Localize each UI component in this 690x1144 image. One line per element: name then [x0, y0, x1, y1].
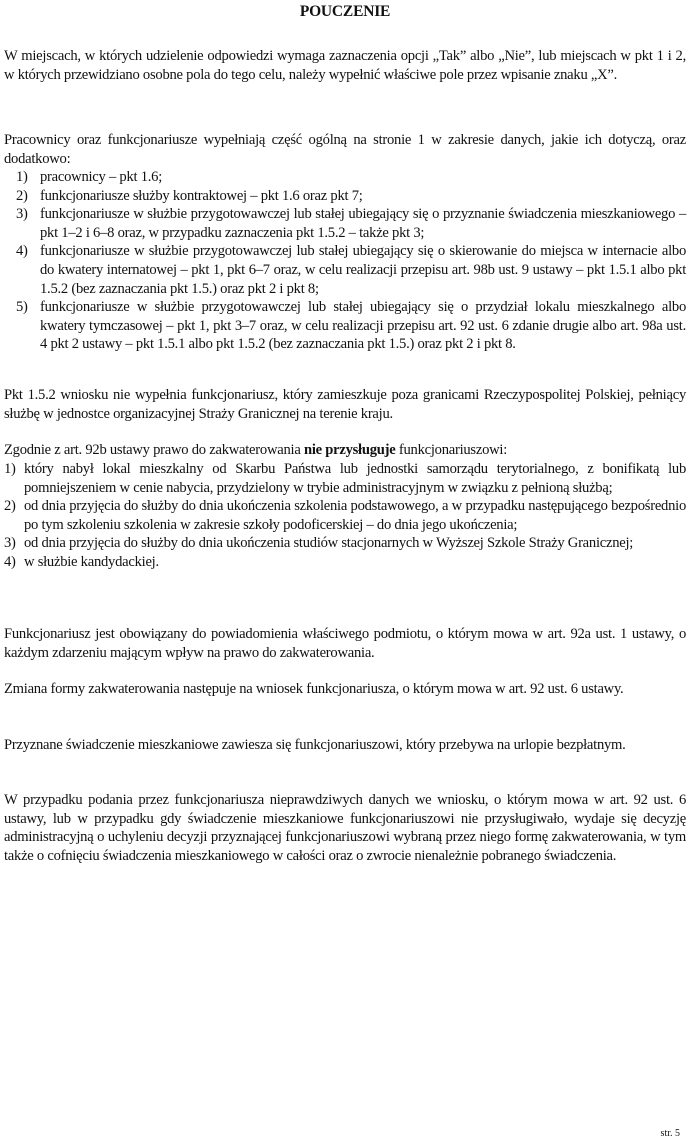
section2-lead: Zgodnie z art. 92b ustawy prawo do zakwaterowania nie przysługuje funkcjonariuszowi:: [4, 442, 508, 458]
pkt152-paragraph: Pkt 1.5.2 wniosku nie wypełnia funkcjonariusz, który zamieszkuje poza granicami Rzeczypospolitej Polskiej, pełniący służbę w jednostce organizacyjnej Straży Granicznej na terenie kraju.: [4, 387, 686, 422]
list-item: 4) w służbie kandydackiej.: [4, 553, 159, 570]
intro-paragraph: W miejscach, w których udzielenie odpowiedzi wymaga zaznaczenia opcji „Tak” albo „Nie”, lub miejscach w pkt 1 i 2, w których przewidziano osobne pola do tego celu, należy wypełnić właściwe pole przez wpisanie znaku „X”.: [4, 48, 686, 83]
list-item: 4) funkcjonariusze w służbie przygotowawczej lub stałej ubiegający się o skierowanie do miejsca w internacie albo do kwatery internatowej – pkt 1, pkt 6–7 oraz, w celu realizacji przepisu art. 98b ust. 9 ustawy – pkt 1.5.1 albo pkt 1.5.2 (bez zaznaczania pkt 1.5.) oraz pkt 2 i pkt 8;: [16, 243, 686, 297]
page-number: str. 5: [660, 1128, 680, 1139]
notify-paragraph: Funkcjonariusz jest obowiązany do powiadomienia właściwego podmiotu, o którym mowa w art. 92a ust. 1 ustawy, o każdym zdarzeniu mającym wpływ na prawo do zakwaterowania.: [4, 626, 686, 661]
list-item: 2) od dnia przyjęcia do służby do dnia ukończenia szkolenia podstawowego, a w przypadku następującego bezpośrednio po tym szkoleniu szkolenia w zakresie szkoły podoficerskiej – do dnia jego ukończenia;: [4, 498, 686, 533]
list-item: 5) funkcjonariusze w służbie przygotowawczej lub stałej ubiegający się o przydział lokalu mieszkalnego albo kwatery tymczasowej – pkt 1, pkt 3–7 oraz, w celu realizacji przepisu art. 92 ust. 6 zdanie drugie albo art. 98a ust. 4 pkt 2 ustawy – pkt 1.5.1 albo pkt 1.5.2 (bez zaznaczania pkt 1.5.) oraz pkt 2 i pkt 8.: [16, 299, 686, 353]
false-data-paragraph: W przypadku podania przez funkcjonariusza nieprawdziwych danych we wniosku, o którym mowa w art. 92 ust. 6 ustawy, lub w przypadku gdy świadczenie mieszkaniowe funkcjonariuszowi nie przysługiwało, wydaje się decyzję administracyjną o uchyleniu decyzji przyznającej funkcjonariuszowi wybraną przez niego formę zakwaterowania, w tym także o cofnięciu świadczenia mieszkaniowego w całości oraz o zwrocie nienależnie pobranego świadczenia.: [4, 792, 686, 864]
list-item: 1) który nabył lokal mieszkalny od Skarbu Państwa lub jednostki samorządu terytorialnego, z bonifikatą lub pomniejszeniem w cenie nabycia, przydzielony w trybie administracyjnym w związku z pełnioną służbą;: [4, 461, 686, 496]
section1-lead: Pracownicy oraz funkcjonariusze wypełniają część ogólną na stronie 1 w zakresie danych, jakie ich dotyczą, oraz dodatkowo:: [4, 132, 686, 167]
section2-list: [4, 460, 686, 572]
section1-list: [4, 168, 686, 354]
document-title: POUCZENIE: [299, 3, 391, 20]
list-item: 3) funkcjonariusze w służbie przygotowawczej lub stałej ubiegający się o przyznanie świadczenia mieszkaniowego – pkt 1–2 i 6–8 oraz, w przypadku zaznaczenia pkt 1.5.2 – także pkt 3;: [16, 206, 686, 241]
emphasis-text: nie przysługuje: [303, 442, 396, 458]
list-item: 3) od dnia przyjęcia do służby do dnia ukończenia studiów stacjonarnych w Wyższej Szkole Straży Granicznej;: [4, 535, 634, 552]
list-item: 2) funkcjonariusze służby kontraktowej – pkt 1.6 oraz pkt 7;: [16, 187, 363, 204]
list-item: 1) pracownicy – pkt 1.6;: [16, 169, 163, 185]
change-paragraph: Zmiana formy zakwaterowania następuje na wniosek funkcjonariusza, o którym mowa w art. 92 ust. 6 ustawy.: [4, 681, 624, 697]
suspend-paragraph: Przyznane świadczenie mieszkaniowe zawiesza się funkcjonariuszowi, który przebywa na urlopie bezpłatnym.: [4, 737, 626, 753]
